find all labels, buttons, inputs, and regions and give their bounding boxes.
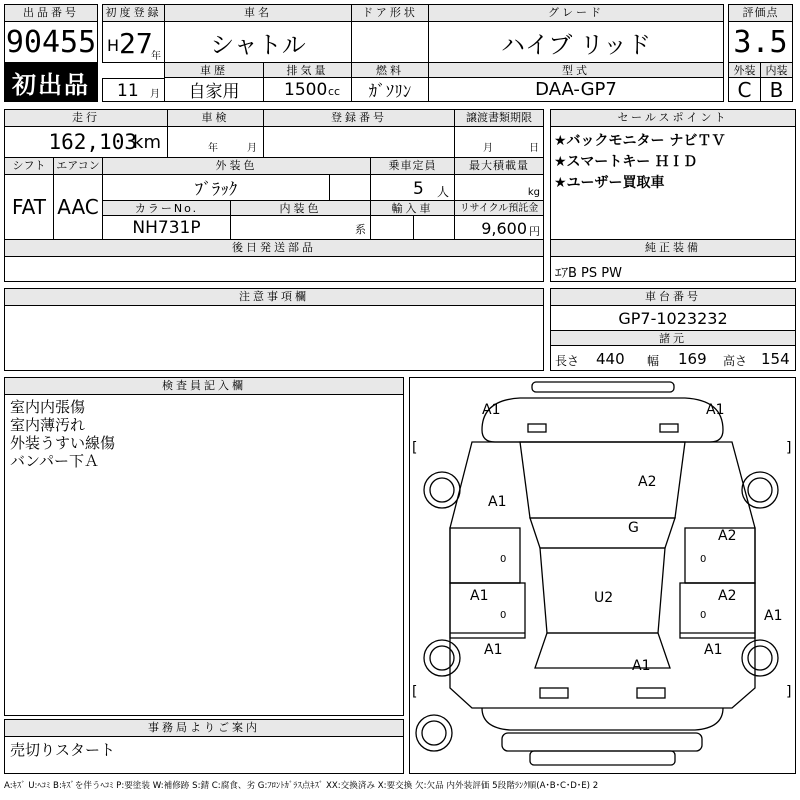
sales-point: ★バックモニター ナビＴＶ [554, 133, 726, 149]
exterior-color: ﾌﾞﾗｯｸ [102, 174, 330, 201]
max-load-unit: kg [527, 187, 540, 198]
inspection-month-unit: 月 [247, 143, 257, 154]
first-registration-month-cell [102, 78, 165, 102]
sales-points-label: セールスポイント [550, 109, 796, 127]
office-label: 事務局よりご案内 [4, 719, 404, 737]
mileage: 162,103 [48, 130, 137, 154]
registration-month: 11 [117, 81, 139, 101]
rating-label: 評価点 [728, 4, 793, 22]
transfer-deadline-cell [454, 126, 544, 158]
era: H [107, 36, 120, 55]
length: 440 [596, 350, 625, 368]
capacity-unit: 人 [437, 185, 450, 199]
width-label: 幅 [647, 354, 660, 368]
rating: 3.5 [728, 21, 793, 63]
color-no: NH731P [102, 215, 231, 240]
import-label: 輸入車 [370, 200, 455, 216]
model: DAA-GP7 [428, 77, 724, 102]
mark-hood: A2 [638, 474, 657, 490]
inspection-label: 車検 [167, 109, 264, 127]
bracket-right-a: ] [786, 440, 792, 456]
fuel: ｶﾞｿﾘﾝ [351, 77, 429, 102]
lot-number-label: 出品番号 [4, 4, 98, 22]
lot-number: 90455 [4, 21, 98, 63]
max-load-label: 最大積載量 [454, 157, 544, 175]
color-no-label: カラーNo. [102, 200, 231, 216]
interior-color-unit: 系 [355, 223, 366, 236]
damage-diagram [409, 377, 796, 774]
capacity-label: 乗車定員 [370, 157, 455, 175]
mileage-cell [4, 126, 168, 158]
height: 154 [761, 350, 790, 368]
grade: ハイブ リッド [428, 21, 724, 63]
mark-rear-left: A1 [484, 642, 503, 658]
mark-right-front-door: A2 [718, 528, 737, 544]
mark-left-front: A1 [488, 494, 507, 510]
transfer-deadline-label: 譲渡書類期限 [454, 109, 544, 127]
month-unit: 月 [150, 89, 160, 100]
transfer-month-unit: 月 [483, 143, 493, 154]
inspector-label: 検査員記入欄 [4, 377, 404, 395]
mileage-unit: km [133, 132, 161, 153]
displacement: 1500 [284, 80, 328, 100]
inspector-line: バンパー下Ａ [10, 452, 99, 470]
displacement-label: 排気量 [263, 62, 352, 78]
car-outline-svg [410, 378, 795, 773]
capacity-cell [370, 174, 455, 201]
mark-small-0: 0 [500, 554, 507, 565]
recycle-cell [454, 215, 544, 240]
interior-color-cell [230, 215, 371, 240]
mark-small-0: 0 [700, 554, 707, 565]
mark-front-right: A1 [706, 402, 725, 418]
displacement-cell [263, 77, 352, 102]
chassis-number: GP7-1023232 [550, 305, 796, 331]
chassis-label: 車台番号 [550, 288, 796, 306]
first-registration-label: 初度登録 [102, 4, 165, 22]
bracket-left-a: [ [412, 440, 418, 456]
car-name: シャトル [164, 21, 352, 63]
plate [263, 126, 455, 158]
legend: A:ｷｽﾞ U:ﾍｺﾐ B:ｷｽﾞを伴うﾍｺﾐ P:要塗装 W:補修跡 S:錆 C:腐食、劣 G:ﾌﾛﾝﾄｶﾞﾗｽ点ｷｽﾞ XX:交換済み X:要交換 欠:欠品 内外装評価 5段階ﾗﾝｸ順(A･B･C･D･E) 2 [4, 781, 599, 791]
later-parts [4, 256, 544, 282]
model-label: 型式 [428, 62, 724, 78]
inspection-cell [167, 126, 264, 158]
office-message-cell [4, 736, 404, 774]
aircon: AAC [53, 174, 103, 240]
length-label: 長さ [555, 354, 580, 368]
mark-right-rear-door: A2 [718, 588, 737, 604]
exterior-color-label: 外装色 [102, 157, 371, 175]
notes [4, 305, 544, 371]
grade-label: グレード [428, 4, 724, 22]
max-load-cell [454, 174, 544, 201]
exterior-color-extra [329, 174, 371, 201]
interior-grade: B [760, 77, 793, 102]
recycle-label: リサイクル預託金 [454, 200, 544, 216]
year-unit: 年 [151, 51, 161, 62]
mark-right-quarter: A1 [764, 608, 783, 624]
import-cell-a [370, 215, 414, 240]
equipment-label: 純正装備 [550, 239, 796, 257]
later-parts-label: 後日発送部品 [4, 239, 544, 257]
mark-small-0: 0 [500, 610, 507, 621]
mark-small-0: 0 [700, 610, 707, 621]
dimensions-label: 諸元 [550, 330, 796, 346]
registration-year: 27 [119, 27, 153, 60]
height-label: 高さ [723, 354, 748, 368]
transfer-day-unit: 日 [529, 143, 539, 154]
mark-windshield: G [628, 520, 639, 536]
first-registration-year-cell [102, 21, 165, 63]
displacement-unit: cc [328, 85, 341, 98]
mileage-label: 走行 [4, 109, 168, 127]
interior-color-label: 内装色 [230, 200, 371, 216]
capacity: 5 [413, 179, 424, 199]
bracket-right-b: ] [786, 684, 792, 700]
width: 169 [678, 350, 707, 368]
bracket-left-b: [ [412, 684, 418, 700]
office-message: 売切りスタート [10, 741, 116, 759]
exterior-grade: C [728, 77, 761, 102]
first-listing-badge: 初出品 [4, 62, 98, 102]
recycle-unit: 円 [529, 225, 540, 238]
mark-roof: U2 [594, 590, 614, 606]
equipment: ｴｱB PS PW [555, 266, 622, 281]
sales-points [550, 126, 796, 240]
notes-label: 注意事項欄 [4, 288, 544, 306]
equipment-cell [550, 256, 796, 282]
aircon-label: エアコン [53, 157, 103, 175]
sales-point: ★ユーザー買取車 [554, 175, 665, 191]
inspector-line: 室内内張傷 [10, 398, 86, 416]
exterior-label: 外装 [728, 62, 761, 78]
import-cell-b [413, 215, 455, 240]
door-value [351, 21, 429, 63]
plate-label: 登録番号 [263, 109, 455, 127]
history: 自家用 [164, 77, 264, 102]
car-name-label: 車名 [164, 4, 352, 22]
shift: FAT [4, 174, 54, 240]
mark-left-rear-door: A1 [470, 588, 489, 604]
history-label: 車歴 [164, 62, 264, 78]
fuel-label: 燃料 [351, 62, 429, 78]
door-label: ドア形状 [351, 4, 429, 22]
interior-label: 内装 [760, 62, 793, 78]
mark-rear-right: A1 [704, 642, 723, 658]
sales-point: ★スマートキー ＨＩＤ [554, 154, 698, 170]
inspector-line: 外装うすい線傷 [10, 434, 116, 452]
recycle-fee: 9,600 [481, 219, 527, 238]
dimensions [550, 345, 796, 371]
inspection-year-unit: 年 [208, 143, 218, 154]
inspector-line: 室内薄汚れ [10, 416, 86, 434]
mark-front-left: A1 [482, 402, 501, 418]
mark-rear: A1 [632, 658, 651, 674]
shift-label: シフト [4, 157, 54, 175]
inspector-notes [4, 394, 404, 716]
